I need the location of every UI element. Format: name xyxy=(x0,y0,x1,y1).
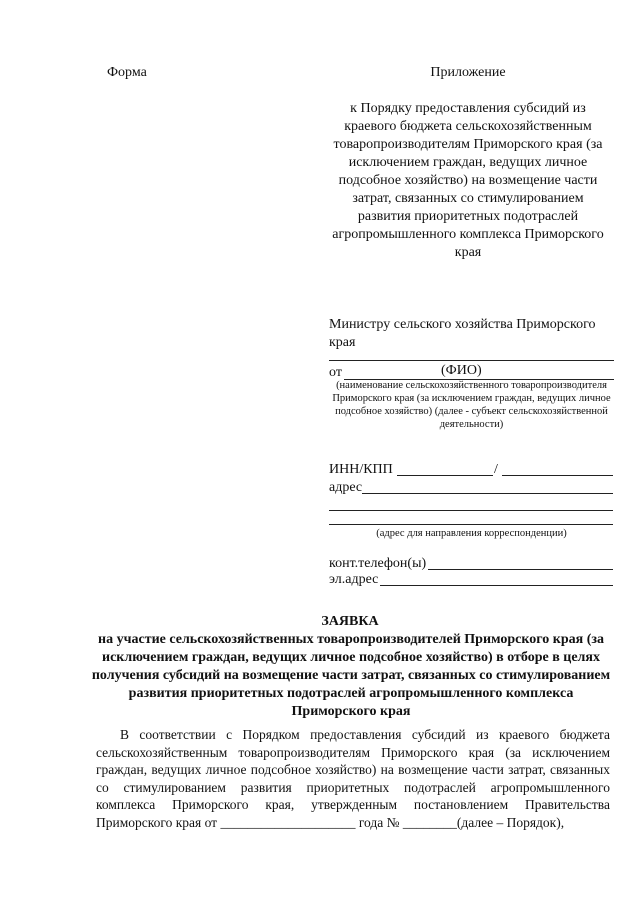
email-label: эл.адрес xyxy=(329,572,379,587)
form-label: Форма xyxy=(107,65,147,80)
number-blank: ________ xyxy=(402,814,457,830)
phone-line xyxy=(428,569,613,570)
fio-label: (ФИО) xyxy=(441,363,482,378)
body-text-end: (далее – Порядок), xyxy=(456,814,565,830)
name-note: (наименование сельскохозяйственного товаропроизводителя Приморского края (за исключением граждан, ведущих личное подсобное хозяйство) (далее - субъект сельскохозяйственной деятельности) xyxy=(332,380,611,430)
address-line-2 xyxy=(329,510,613,511)
addressee: Министру сельского хозяйства Приморского края xyxy=(329,317,596,350)
appendix-text: к Порядку предоставления субсидий из краевого бюджета сельскохозяйственным товаропроизводителям Приморского края (за исключением граждан, ведущих личное подсобное хозяйство) на возмещение части затрат, связанных со стимулированием развития приоритетных подотраслей агропромышленного комплекса Приморского края xyxy=(332,101,604,260)
document-title: ЗАЯВКА xyxy=(321,614,379,629)
document-subtitle: на участие сельскохозяйственных товаропроизводителей Приморского края (за исключением граждан, ведущих личное подсобное хозяйство) в отборе в целях получения субсидий на возмещение части затрат, связанных со стимулированием развития приоритетных подотраслей агропромышленного комплекса Приморского края xyxy=(91,632,611,719)
body-paragraph xyxy=(96,726,610,831)
email-line xyxy=(380,585,613,586)
date-blank: ____________________ xyxy=(220,814,356,830)
inn-line xyxy=(397,475,493,476)
address-line-1 xyxy=(362,493,613,494)
number-label: № xyxy=(386,814,400,830)
appendix-heading: Приложение xyxy=(430,65,506,80)
year-label: года xyxy=(358,814,384,830)
appendix-block xyxy=(325,64,611,262)
name-line xyxy=(329,360,614,361)
phone-label: конт.телефон(ы) xyxy=(329,556,427,571)
address-line-3 xyxy=(329,524,613,525)
from-label: от xyxy=(329,365,342,380)
address-note: (адрес для направления корреспонденции) xyxy=(376,528,567,539)
body-text-start: В соответствии с Порядком предоставления субсидий из краевого бюджета сельскохозяйственным товаропроизводителям Приморского края (за исключением граждан, ведущих личное подсобное хозяйство) на возмещение части затрат, связанных со стимулированием развития приоритетных подотраслей агропромышленного комплекса Приморского края, утвержденным постановлением Правительства Приморского края от xyxy=(96,727,610,830)
address-label: адрес xyxy=(329,480,363,495)
inn-kpp-label: ИНН/КПП xyxy=(329,462,393,477)
kpp-line xyxy=(502,475,613,476)
inn-separator: / xyxy=(494,462,498,477)
